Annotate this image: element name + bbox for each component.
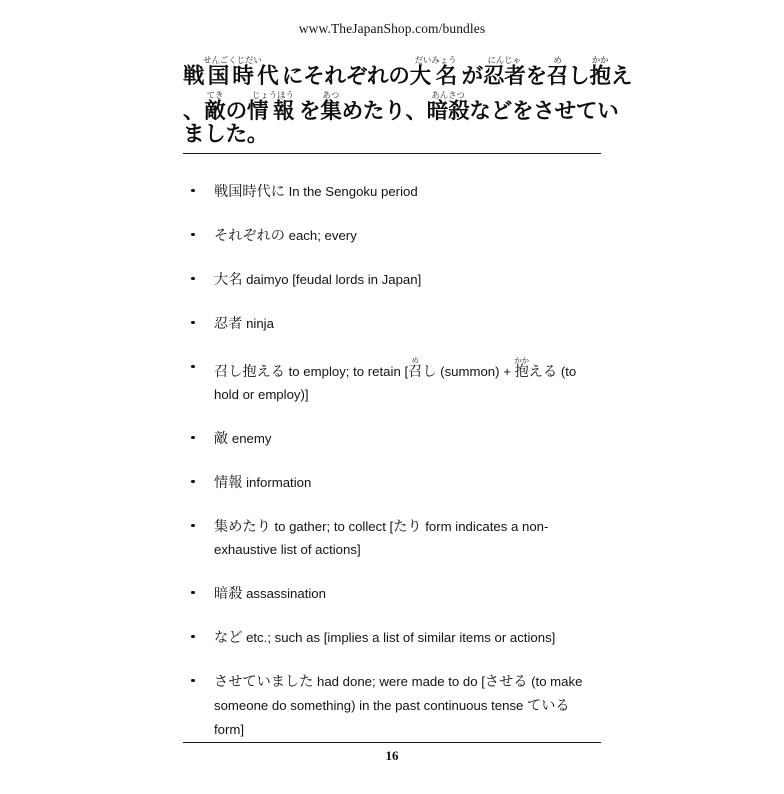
glossary-term: それぞれの [214, 227, 285, 244]
list-item [183, 356, 601, 407]
glossary-term-suffix-2: える [528, 363, 558, 380]
glossary-definition-end: form] [214, 721, 245, 737]
heading-text-2: が [461, 64, 483, 89]
glossary-term-suffix: し [422, 363, 437, 380]
list-item [183, 224, 601, 249]
glossary-term: 召し抱える [214, 363, 285, 380]
glossary-ruby-kaka: 抱かか [514, 355, 530, 380]
glossary-definition: enemy [231, 430, 272, 446]
glossary-term: 大名 [214, 271, 243, 288]
glossary-ruby-me: 召め [408, 355, 423, 380]
heading-ruby-kaka: 抱かか [589, 55, 611, 89]
glossary-definition: to gather; to collect [ [274, 518, 394, 534]
list-item [183, 515, 601, 562]
glossary-term: 情報 [214, 474, 243, 491]
footer-divider [183, 742, 601, 743]
glossary-term-inline-2: ている [527, 698, 570, 715]
glossary-term: 暗殺 [214, 585, 243, 602]
glossary-definition: had done; were made to do [ [317, 673, 485, 689]
heading-ruby-johou: 情報じょうほう [246, 89, 299, 124]
page-content [183, 55, 633, 761]
glossary-term: させていました [214, 673, 314, 690]
list-item [183, 670, 601, 742]
heading-line-1 [183, 55, 633, 89]
list-item [183, 268, 601, 293]
glossary-definition: In the Sengoku period [288, 183, 418, 199]
heading-text-10: などをさせてい [469, 98, 619, 124]
heading-ruby-ansatsu: 暗殺あんさつ [426, 89, 470, 124]
heading-ruby-ninja: 忍者にんじゃ [482, 55, 526, 89]
glossary-definition: to employ; to retain [ [288, 363, 409, 379]
page-number: 16 [385, 748, 399, 763]
heading-text-8: を [298, 98, 321, 124]
list-item [183, 582, 601, 607]
glossary-definition-end: (to hold or employ)] [214, 363, 577, 403]
heading-ruby-daimyo: 大名だいみょう [409, 55, 462, 89]
glossary-definition: each; every [288, 227, 357, 243]
heading-text-3: を [525, 64, 547, 89]
glossary-definition: daimyo [feudal lords in Japan] [246, 271, 422, 287]
glossary-term: 集めたり [214, 518, 271, 535]
glossary-definition: assassination [246, 585, 326, 601]
glossary-definition-end: form indicates a non-exhaustive list of actions] [214, 518, 549, 558]
list-item [183, 427, 601, 452]
glossary-definition: information [246, 474, 312, 490]
page-title [183, 55, 633, 154]
glossary-definition: etc.; such as [implies a list of similar items or actions] [246, 629, 556, 645]
heading-ruby-atsu: 集あつ [320, 89, 342, 124]
heading-text-4: し [568, 64, 590, 89]
glossary-term-inline: たり [393, 518, 422, 535]
heading-line-2 [183, 89, 619, 124]
glossary-term: 戦国時代に [214, 183, 285, 200]
glossary-term: など [214, 629, 243, 646]
heading-text-5: え [610, 64, 633, 89]
glossary-list [183, 180, 601, 742]
heading-line-3: ました。 [183, 122, 269, 147]
list-item [183, 180, 601, 205]
heading-ruby-teki: 敵てき [204, 89, 226, 124]
list-item [183, 471, 601, 496]
heading-text-9: めたり、 [341, 98, 427, 124]
heading-text-6: 、 [183, 98, 205, 124]
glossary-definition: ninja [246, 315, 274, 331]
glossary-definition-mid: (to make someone do something) in the past continuous tense [214, 673, 583, 714]
list-item [183, 312, 601, 337]
glossary-definition-mid: (summon) + [436, 363, 515, 379]
glossary-term-inline: させる [484, 673, 528, 690]
glossary-term: 敵 [214, 430, 229, 447]
list-item [183, 626, 601, 651]
heading-ruby-me: 召め [546, 55, 569, 89]
running-header-url: www.TheJapanShop.com/bundles [298, 21, 486, 36]
glossary-term: 忍者 [214, 315, 243, 332]
heading-text-7: の [225, 98, 247, 124]
heading-text-1: にそれぞれの [281, 64, 410, 89]
heading-ruby-sengokujidai: 戦国時代せんごくじだい [183, 55, 282, 89]
